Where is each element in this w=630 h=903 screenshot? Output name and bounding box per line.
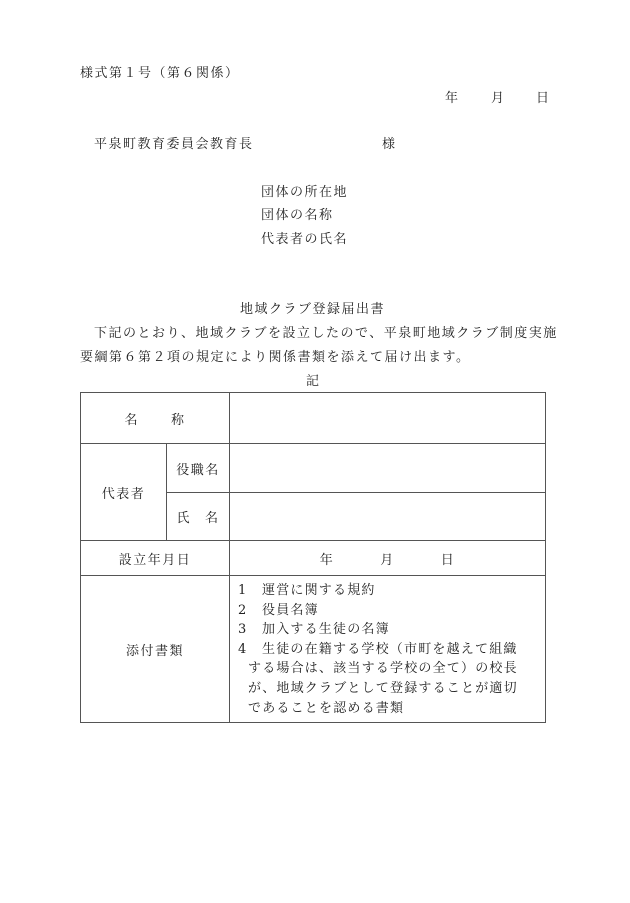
body-text-line-1: 下記のとおり、地域クラブを設立したので、平泉町地域クラブ制度実施 [94, 326, 558, 341]
date-year-label: 年 [445, 91, 459, 106]
representative-label-cell [81, 444, 167, 541]
position-label: 役職名 [176, 462, 220, 478]
attachments-label-cell [81, 576, 230, 723]
attachment-number: 4 [238, 641, 248, 657]
attachment-item [238, 620, 545, 640]
position-value-cell[interactable] [230, 444, 546, 493]
attachment-text: 役員名簿 [262, 602, 319, 618]
club-name-value-cell[interactable] [230, 393, 546, 444]
attachment-4-continuation-line: する場合は、該当する学校の全て）の校長 [248, 661, 518, 677]
person-name-label-cell [167, 493, 230, 541]
attachment-4-continuation-line: であることを認める書類 [248, 700, 405, 716]
applicant-address-label: 団体の所在地 [261, 185, 349, 200]
document-title: 地域クラブ登録届出書 [240, 302, 386, 317]
representative-label: 代表者 [101, 486, 146, 502]
position-label-cell [167, 444, 230, 493]
date-day-label: 日 [536, 91, 550, 106]
registration-table [80, 392, 546, 723]
established-label: 設立年月日 [118, 552, 192, 568]
addressee-honorific: 様 [382, 137, 396, 152]
person-name-label-char2: 名 [205, 511, 220, 526]
attachment-item [238, 601, 545, 621]
person-name-label-char1: 氏 [176, 511, 191, 526]
addressee-title: 平泉町教育委員会教育長 [94, 137, 254, 152]
body-text-line-2: 要綱第６第２項の規定により関係書類を添えて届け出ます。 [80, 350, 471, 365]
club-name-label-cell [81, 393, 230, 444]
established-month-label: 月 [380, 552, 395, 568]
ki-heading: 記 [306, 374, 320, 389]
club-name-label-char1: 名 [124, 412, 139, 428]
established-label-cell [81, 541, 230, 576]
attachments-label: 添付書類 [125, 643, 184, 659]
row-club-name [81, 393, 546, 444]
form-number: 様式第１号（第６関係） [80, 66, 240, 81]
row-attachments [81, 576, 546, 723]
attachment-number: 2 [238, 602, 248, 618]
established-day-label: 日 [440, 552, 456, 568]
attachment-text: 運営に関する規約 [262, 583, 376, 598]
person-name-value-cell[interactable] [230, 493, 546, 541]
attachments-list-cell [230, 576, 546, 723]
attachment-text: 加入する生徒の名簿 [262, 622, 390, 638]
applicant-rep-label: 代表者の氏名 [261, 232, 349, 247]
attachment-text: 生徒の在籍する学校（市町を越えて組織 [262, 641, 518, 657]
date-month-label: 月 [491, 91, 505, 106]
attachment-4-continuation-line: が、地域クラブとして登録することが適切 [248, 680, 518, 696]
attachments-list [230, 576, 545, 722]
applicant-name-label: 団体の名称 [261, 208, 334, 223]
row-established-date [81, 541, 546, 576]
attachment-item [238, 640, 545, 660]
attachment-number: 1 [238, 583, 248, 598]
row-representative-position [81, 444, 546, 493]
attachment-item [238, 581, 545, 601]
established-year-label: 年 [319, 552, 335, 568]
club-name-label-char2: 称 [171, 412, 186, 428]
established-value-cell[interactable] [230, 541, 546, 576]
attachment-number: 3 [238, 622, 248, 638]
